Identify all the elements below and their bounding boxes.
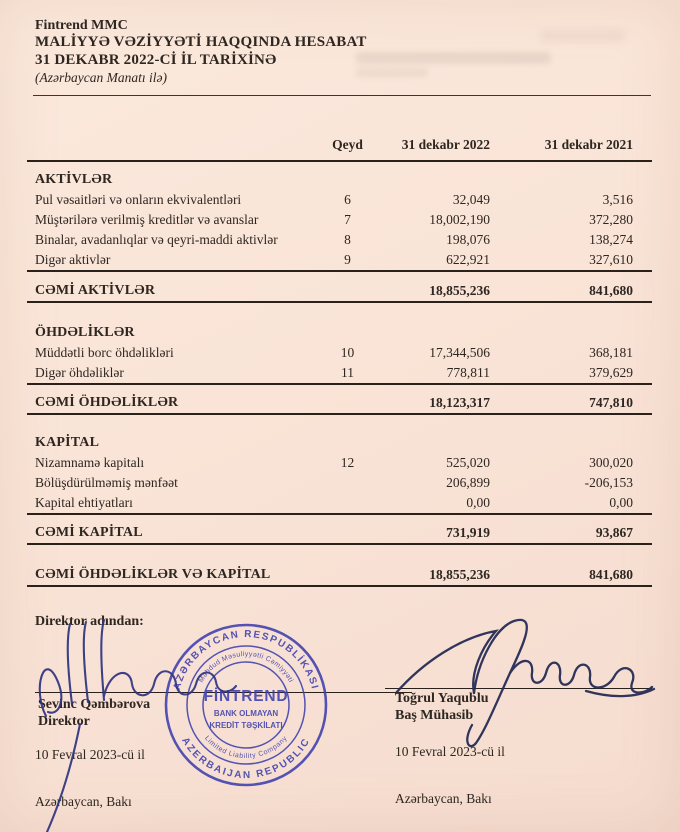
table-row [27, 190, 652, 210]
balance-sheet-table [27, 131, 652, 587]
table-rule [27, 513, 652, 515]
table-header-row [27, 131, 652, 153]
row-label: Binalar, avadanlıqlar və qeyri-maddi aktivlər [35, 232, 278, 247]
row-label: Müddətli borc öhdəlikləri [35, 345, 174, 360]
row-value-2022: 32,049 [452, 192, 490, 207]
total-label: CƏMİ AKTİVLƏR [35, 283, 156, 298]
table-row [27, 343, 652, 363]
equity-rows [27, 453, 652, 513]
total-value-2022: 731,919 [446, 525, 490, 540]
director-role: Direktor [38, 713, 90, 729]
row-value-2022: 18,002,190 [429, 212, 490, 227]
company-name: Fintrend MMC [35, 18, 128, 33]
signature-heading: Direktor adından: [35, 614, 144, 629]
total-equity-row [27, 523, 652, 543]
signature-line-right [385, 688, 652, 689]
total-liabilities-row [27, 393, 652, 413]
chief-accountant-signature-ink [390, 603, 662, 753]
director-signature-block [38, 697, 150, 730]
row-value-2022: 198,076 [446, 232, 490, 247]
total-value-2022: 18,855,236 [429, 283, 490, 298]
row-note: 8 [344, 232, 351, 247]
stamp-outer-ring [166, 625, 326, 785]
section-title-equity: KAPİTAL [35, 435, 100, 450]
section-title-assets: AKTİVLƏR [35, 172, 113, 187]
table-row [27, 230, 652, 250]
table-rule [27, 301, 652, 303]
stamp-outer-bottom-text: AZERBAIJAN REPUBLIC [179, 735, 313, 782]
row-label: Müştərilərə verilmiş kreditlər və avanslar [35, 212, 259, 227]
stamp-middle-ring [187, 646, 305, 764]
bleed-through-smudge [356, 68, 428, 77]
svg-text:AZƏRBAYCAN RESPUBLİKASI [172, 629, 320, 691]
row-label: Digər aktivlər [35, 252, 111, 267]
section-title-liabilities: ÖHDƏLİKLƏR [35, 325, 135, 340]
row-value-2021: 368,181 [589, 345, 633, 360]
date-right: 10 Fevral 2023-cü il [395, 744, 505, 759]
company-stamp [161, 620, 331, 790]
row-value-2021: 0,00 [609, 495, 633, 510]
grand-total-value-2022: 18,855,236 [429, 567, 490, 582]
row-value-2022: 525,020 [446, 455, 490, 470]
row-label: Pul vəsaitləri və onların ekvivalentləri [35, 192, 242, 207]
accountant-name: Toğrul Yaqublu [395, 691, 489, 706]
table-row [27, 473, 652, 493]
stamp-center-line2: BANK OLMAYAN [213, 709, 279, 718]
table-rule [27, 383, 652, 385]
statement-title: MALİYYƏ VƏZİYYƏTİ HAQQINDA HESABAT [35, 34, 367, 50]
table-rule [27, 413, 652, 415]
header-rule [33, 95, 651, 96]
statement-date-line: 31 DEKABR 2022-Cİ İL TARİXİNƏ [35, 51, 277, 68]
row-value-2022: 0,00 [466, 495, 490, 510]
row-value-2021: 327,610 [589, 252, 633, 267]
row-value-2021: 300,020 [589, 455, 633, 470]
bleed-through-smudge [356, 52, 551, 64]
row-note: 9 [344, 252, 351, 267]
stamp-brand-text: FİNTREND [203, 688, 289, 705]
total-label: CƏMİ KAPİTAL [35, 525, 143, 540]
total-value-2021: 93,867 [595, 525, 633, 540]
currency-note: (Azərbaycan Manatı ilə) [35, 70, 167, 85]
row-note: 7 [344, 212, 351, 227]
table-row [27, 363, 652, 383]
total-assets-row [27, 281, 652, 301]
stamp-inner-top-text: Məhdud Məsuliyyətli Cəmiyyəti [197, 650, 295, 684]
table-row [27, 453, 652, 473]
row-value-2022: 17,344,506 [429, 345, 490, 360]
row-value-2022: 778,811 [446, 365, 490, 380]
table-row [27, 250, 652, 270]
row-value-2022: 622,921 [446, 252, 490, 267]
grand-total-label: CƏMİ ÖHDƏLİKLƏR VƏ KAPİTAL [35, 567, 271, 582]
table-rule [27, 543, 652, 545]
stamp-inner-bottom-text: Limited Liability Company [203, 734, 289, 761]
table-row [27, 493, 652, 513]
grand-total-row [27, 565, 652, 585]
table-row [27, 210, 652, 230]
grand-total-value-2021: 841,680 [589, 567, 633, 582]
liabilities-rows [27, 343, 652, 383]
table-rule [27, 160, 652, 162]
row-value-2021: 372,280 [589, 212, 633, 227]
row-label: Nizamnamə kapitalı [35, 455, 145, 470]
location-right: Azərbaycan, Bakı [395, 791, 492, 806]
table-rule [27, 585, 652, 587]
row-value-2021: 138,274 [589, 232, 633, 247]
total-value-2022: 18,123,317 [429, 395, 490, 410]
document-header [35, 17, 367, 87]
stamp-center-line3: KREDİT TƏŞKİLATI [209, 721, 283, 730]
row-value-2022: 206,899 [446, 475, 490, 490]
row-label: Bölüşdürülməmiş mənfəət [35, 475, 178, 490]
row-value-2021: 379,629 [589, 365, 633, 380]
row-note: 12 [340, 455, 355, 470]
header-2022-column: 31 dekabr 2022 [401, 137, 490, 152]
stamp-outer-top-text: AZƏRBAYCAN RESPUBLİKASI [171, 628, 321, 692]
location-left: Azərbaycan, Bakı [35, 794, 132, 809]
total-value-2021: 841,680 [589, 283, 633, 298]
row-value-2021: -206,153 [584, 475, 633, 490]
row-note: 10 [340, 345, 355, 360]
assets-rows [27, 190, 652, 270]
date-left: 10 Fevral 2023-cü il [35, 747, 145, 762]
header-note-column: Qeyd [332, 137, 363, 152]
table-rule [27, 270, 652, 272]
bleed-through-smudge [540, 30, 625, 42]
stamp-inner-ring [203, 662, 289, 748]
row-note: 11 [341, 365, 354, 380]
row-value-2021: 3,516 [602, 192, 633, 207]
row-label: Digər öhdəliklər [35, 365, 124, 380]
total-value-2021: 747,810 [589, 395, 633, 410]
row-note: 6 [344, 192, 351, 207]
accountant-signature-block [395, 691, 489, 724]
row-label: Kapital ehtiyatları [35, 495, 133, 510]
accountant-role: Baş Mühasib [395, 707, 474, 723]
header-2021-column: 31 dekabr 2021 [544, 137, 633, 152]
director-name: Sevinc Qəmbərova [38, 697, 151, 712]
total-label: CƏMİ ÖHDƏLİKLƏR [35, 395, 179, 410]
